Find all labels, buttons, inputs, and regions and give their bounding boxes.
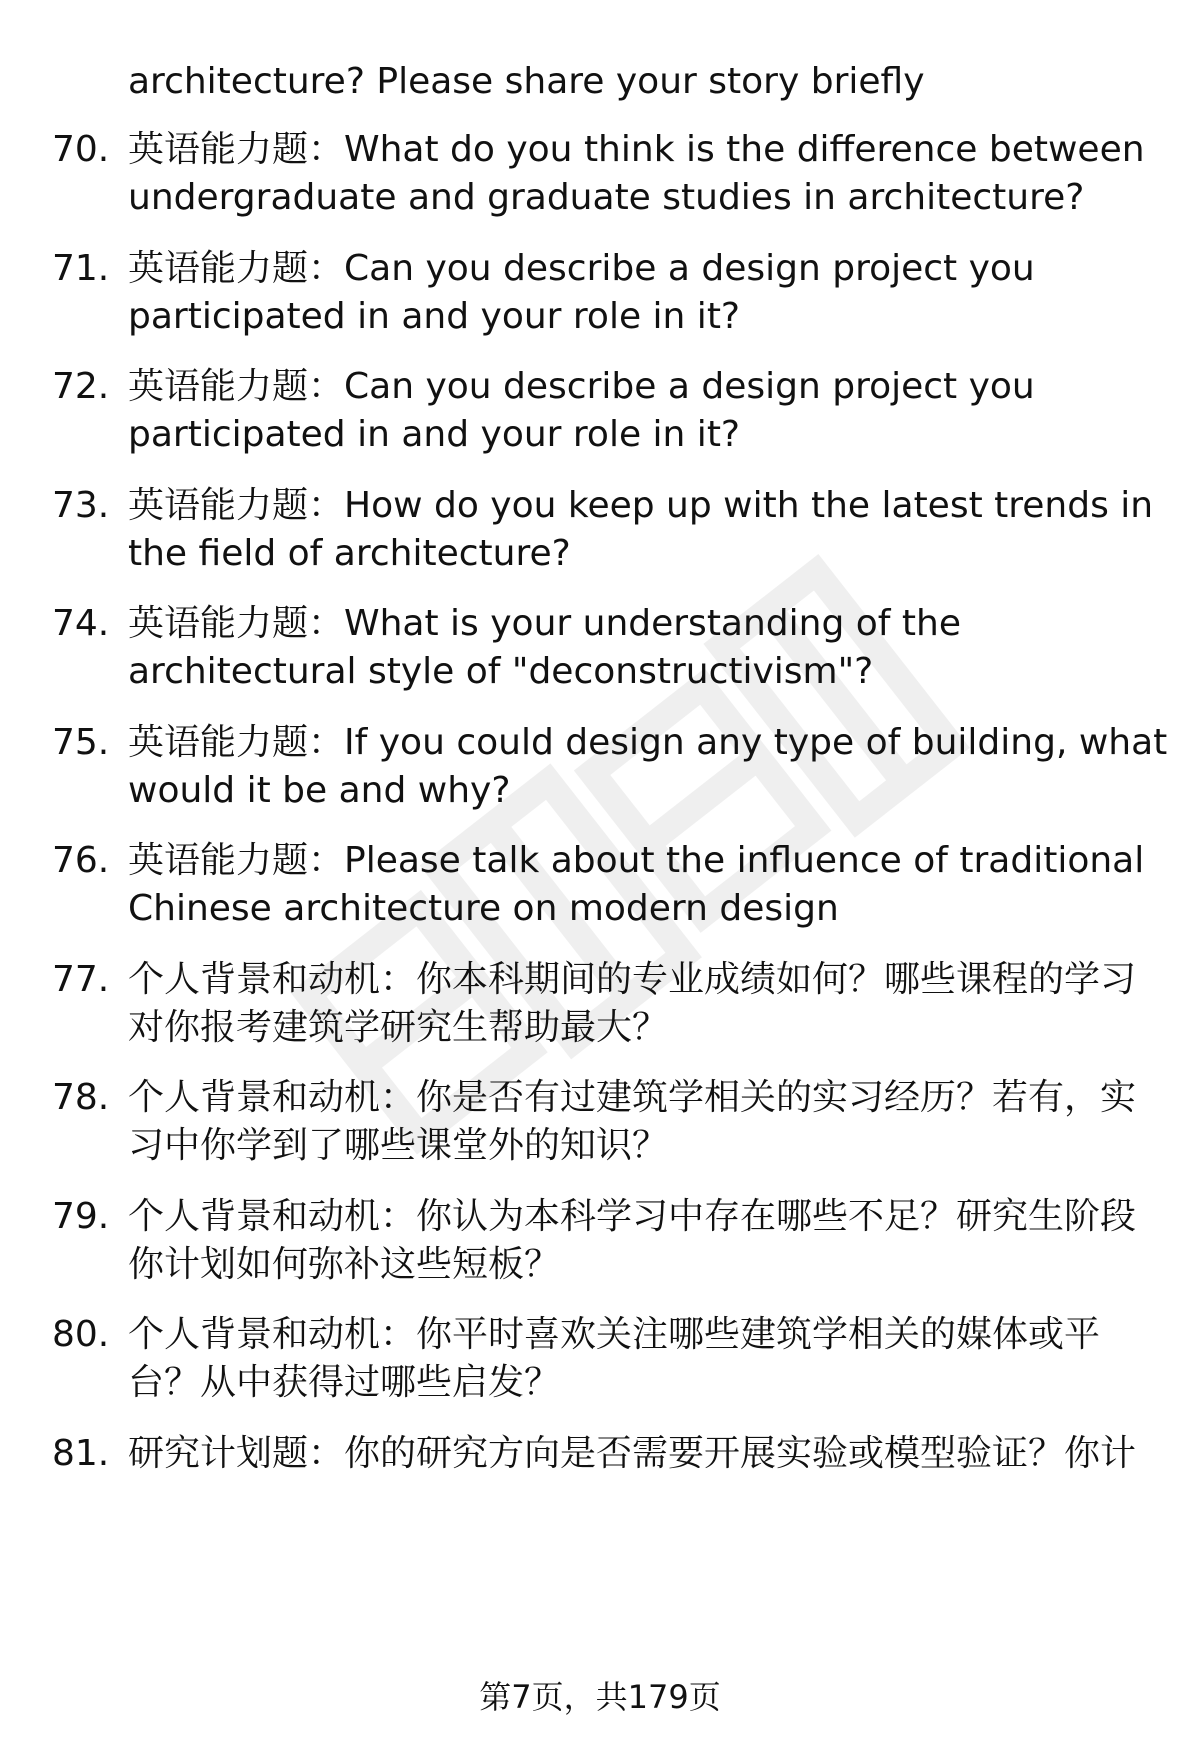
item-line: 你计划如何弥补这些短板？	[128, 1244, 561, 1285]
item-line: Chinese architecture on modern design	[128, 888, 839, 929]
item-line: 英语能力题：Can you describe a design project you	[128, 248, 1035, 289]
item-number: 78.	[52, 1077, 110, 1118]
list-item	[0, 837, 1200, 937]
list-item	[0, 1193, 1200, 1293]
item-line: 习中你学到了哪些课堂外的知识？	[128, 1125, 669, 1166]
list-item	[0, 126, 1200, 226]
item-number: 70.	[52, 129, 110, 170]
item-line: architectural style of "deconstructivism"?	[128, 651, 874, 692]
list-item	[0, 482, 1200, 582]
item-text	[128, 837, 1148, 933]
item-line: 英语能力题：What do you think is the difference between	[128, 129, 1145, 170]
item-line: 英语能力题：What is your understanding of the	[128, 603, 961, 644]
item-line: 英语能力题：Can you describe a design project you	[128, 366, 1035, 407]
list-item	[0, 1311, 1200, 1411]
item-number: 77.	[52, 959, 110, 1000]
item-number: 81.	[52, 1433, 110, 1474]
item-line: participated in and your role in it?	[128, 296, 741, 337]
item-text	[128, 482, 1154, 578]
item-number: 79.	[52, 1196, 110, 1237]
item-number: 72.	[52, 366, 110, 407]
item-line: 个人背景和动机：你本科期间的专业成绩如何？哪些课程的学习	[128, 959, 1137, 1000]
item-text	[128, 245, 1148, 341]
item-text	[128, 1193, 1148, 1289]
item-line: 研究计划题：你的研究方向是否需要开展实验或模型验证？你计	[128, 1433, 1137, 1474]
list-item	[0, 956, 1200, 1056]
item-line: 个人背景和动机：你平时喜欢关注哪些建筑学相关的媒体或平	[128, 1314, 1101, 1355]
continued-question-text: architecture? Please share your story briefly	[128, 61, 925, 102]
item-text	[128, 1074, 1148, 1170]
item-line: undergraduate and graduate studies in architecture?	[128, 177, 1085, 218]
list-item	[0, 363, 1200, 463]
item-line: 英语能力题：How do you keep up with the latest trends in	[128, 485, 1154, 526]
item-line: 对你报考建筑学研究生帮助最大？	[128, 1007, 669, 1048]
item-text	[128, 1430, 1148, 1478]
item-number: 71.	[52, 248, 110, 289]
item-text	[128, 1311, 1148, 1407]
item-number: 76.	[52, 840, 110, 881]
list-item	[0, 245, 1200, 345]
item-line: 个人背景和动机：你认为本科学习中存在哪些不足？研究生阶段	[128, 1196, 1137, 1237]
item-number: 80.	[52, 1314, 110, 1355]
item-line: 个人背景和动机：你是否有过建筑学相关的实习经历？若有，实	[128, 1077, 1137, 1118]
item-line: would it be and why?	[128, 770, 511, 811]
item-text	[128, 363, 1148, 459]
item-line: 英语能力题：If you could design any type of building, what	[128, 722, 1168, 763]
list-item	[0, 1074, 1200, 1174]
item-text	[128, 126, 1148, 222]
page-footer: 第7页，共179页	[479, 1678, 721, 1716]
item-line: 台？从中获得过哪些启发？	[128, 1362, 561, 1403]
list-item	[0, 1430, 1200, 1530]
list-item	[0, 719, 1200, 819]
item-line: the field of architecture?	[128, 533, 571, 574]
item-line: 英语能力题：Please talk about the influence of traditional	[128, 840, 1145, 881]
item-number: 73.	[52, 485, 110, 526]
item-text	[128, 600, 1148, 696]
item-number: 75.	[52, 722, 110, 763]
item-line: participated in and your role in it?	[128, 414, 741, 455]
item-text	[128, 956, 1148, 1052]
item-number: 74.	[52, 603, 110, 644]
list-item	[0, 600, 1200, 700]
item-text	[128, 719, 1168, 815]
